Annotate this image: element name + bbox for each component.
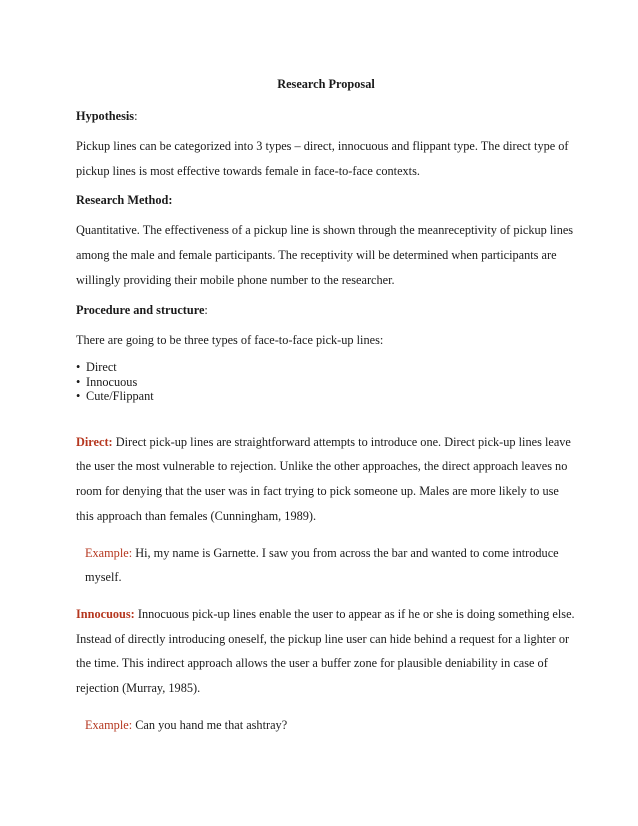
direct-text: Direct pick-up lines are straightforward attempts to introduce one. Direct pick-up lines leave the user the most vulnerable to rejection. Unlike the other approaches, the direct approach leaves no room for denying that the user was in fact trying to pick someone up. Males are more likely to use this approach than females (Cunningham, 1989). bbox=[76, 434, 571, 523]
direct-label: Direct: bbox=[76, 434, 113, 449]
hypothesis-text: Pickup lines can be categorized into 3 types – direct, innocuous and flippant type. The direct type of pickup lines is most effective towards female in face-to-face contexts. bbox=[76, 139, 569, 178]
innocuous-section bbox=[76, 602, 576, 701]
innocuous-example-text: Can you hand me that ashtray? bbox=[132, 717, 288, 732]
procedure-heading-colon: : bbox=[204, 302, 208, 317]
direct-example-text: Hi, my name is Garnette. I saw you from across the bar and wanted to come introduce myself. bbox=[85, 545, 559, 585]
document-page bbox=[76, 60, 576, 737]
hypothesis-heading bbox=[76, 108, 576, 124]
list-item: • Direct bbox=[76, 360, 576, 375]
method-heading: Research Method: bbox=[76, 193, 173, 208]
hypothesis-heading-text: Hypothesis bbox=[76, 109, 135, 123]
list-item: • Cute/Flippant bbox=[76, 389, 576, 404]
direct-section bbox=[76, 430, 576, 529]
list-item: • Innocuous bbox=[76, 375, 576, 390]
innocuous-text: Innocuous pick-up lines enable the user to appear as if he or she is doing something else. Instead of directly introducing oneself, the pickup line user can hide behind a request for a lighter or the time. This indirect approach allows the user a buffer zone for plausible deniability in case of rejection (Murray, 1985). bbox=[76, 606, 575, 696]
procedure-heading-text: Procedure and structure bbox=[76, 302, 205, 317]
procedure-heading bbox=[76, 302, 576, 318]
procedure-intro: There are going to be three types of face-to-face pick-up lines: bbox=[76, 332, 384, 347]
method-text: Quantitative. The effectiveness of a pickup line is shown through the meanreceptivity of pickup lines among the male and female participants. The receptivity will be determined when participants are willingly providing their mobile phone number to the researcher. bbox=[76, 223, 574, 287]
innocuous-example-label: Example: bbox=[85, 717, 133, 732]
innocuous-label: Innocuous: bbox=[76, 606, 135, 621]
line-type-list bbox=[76, 360, 576, 404]
innocuous-example bbox=[76, 713, 576, 738]
hypothesis-heading-colon: : bbox=[134, 109, 138, 123]
document-title: Research Proposal bbox=[277, 77, 375, 91]
direct-example-label: Example: bbox=[85, 545, 133, 560]
direct-example bbox=[76, 541, 576, 590]
